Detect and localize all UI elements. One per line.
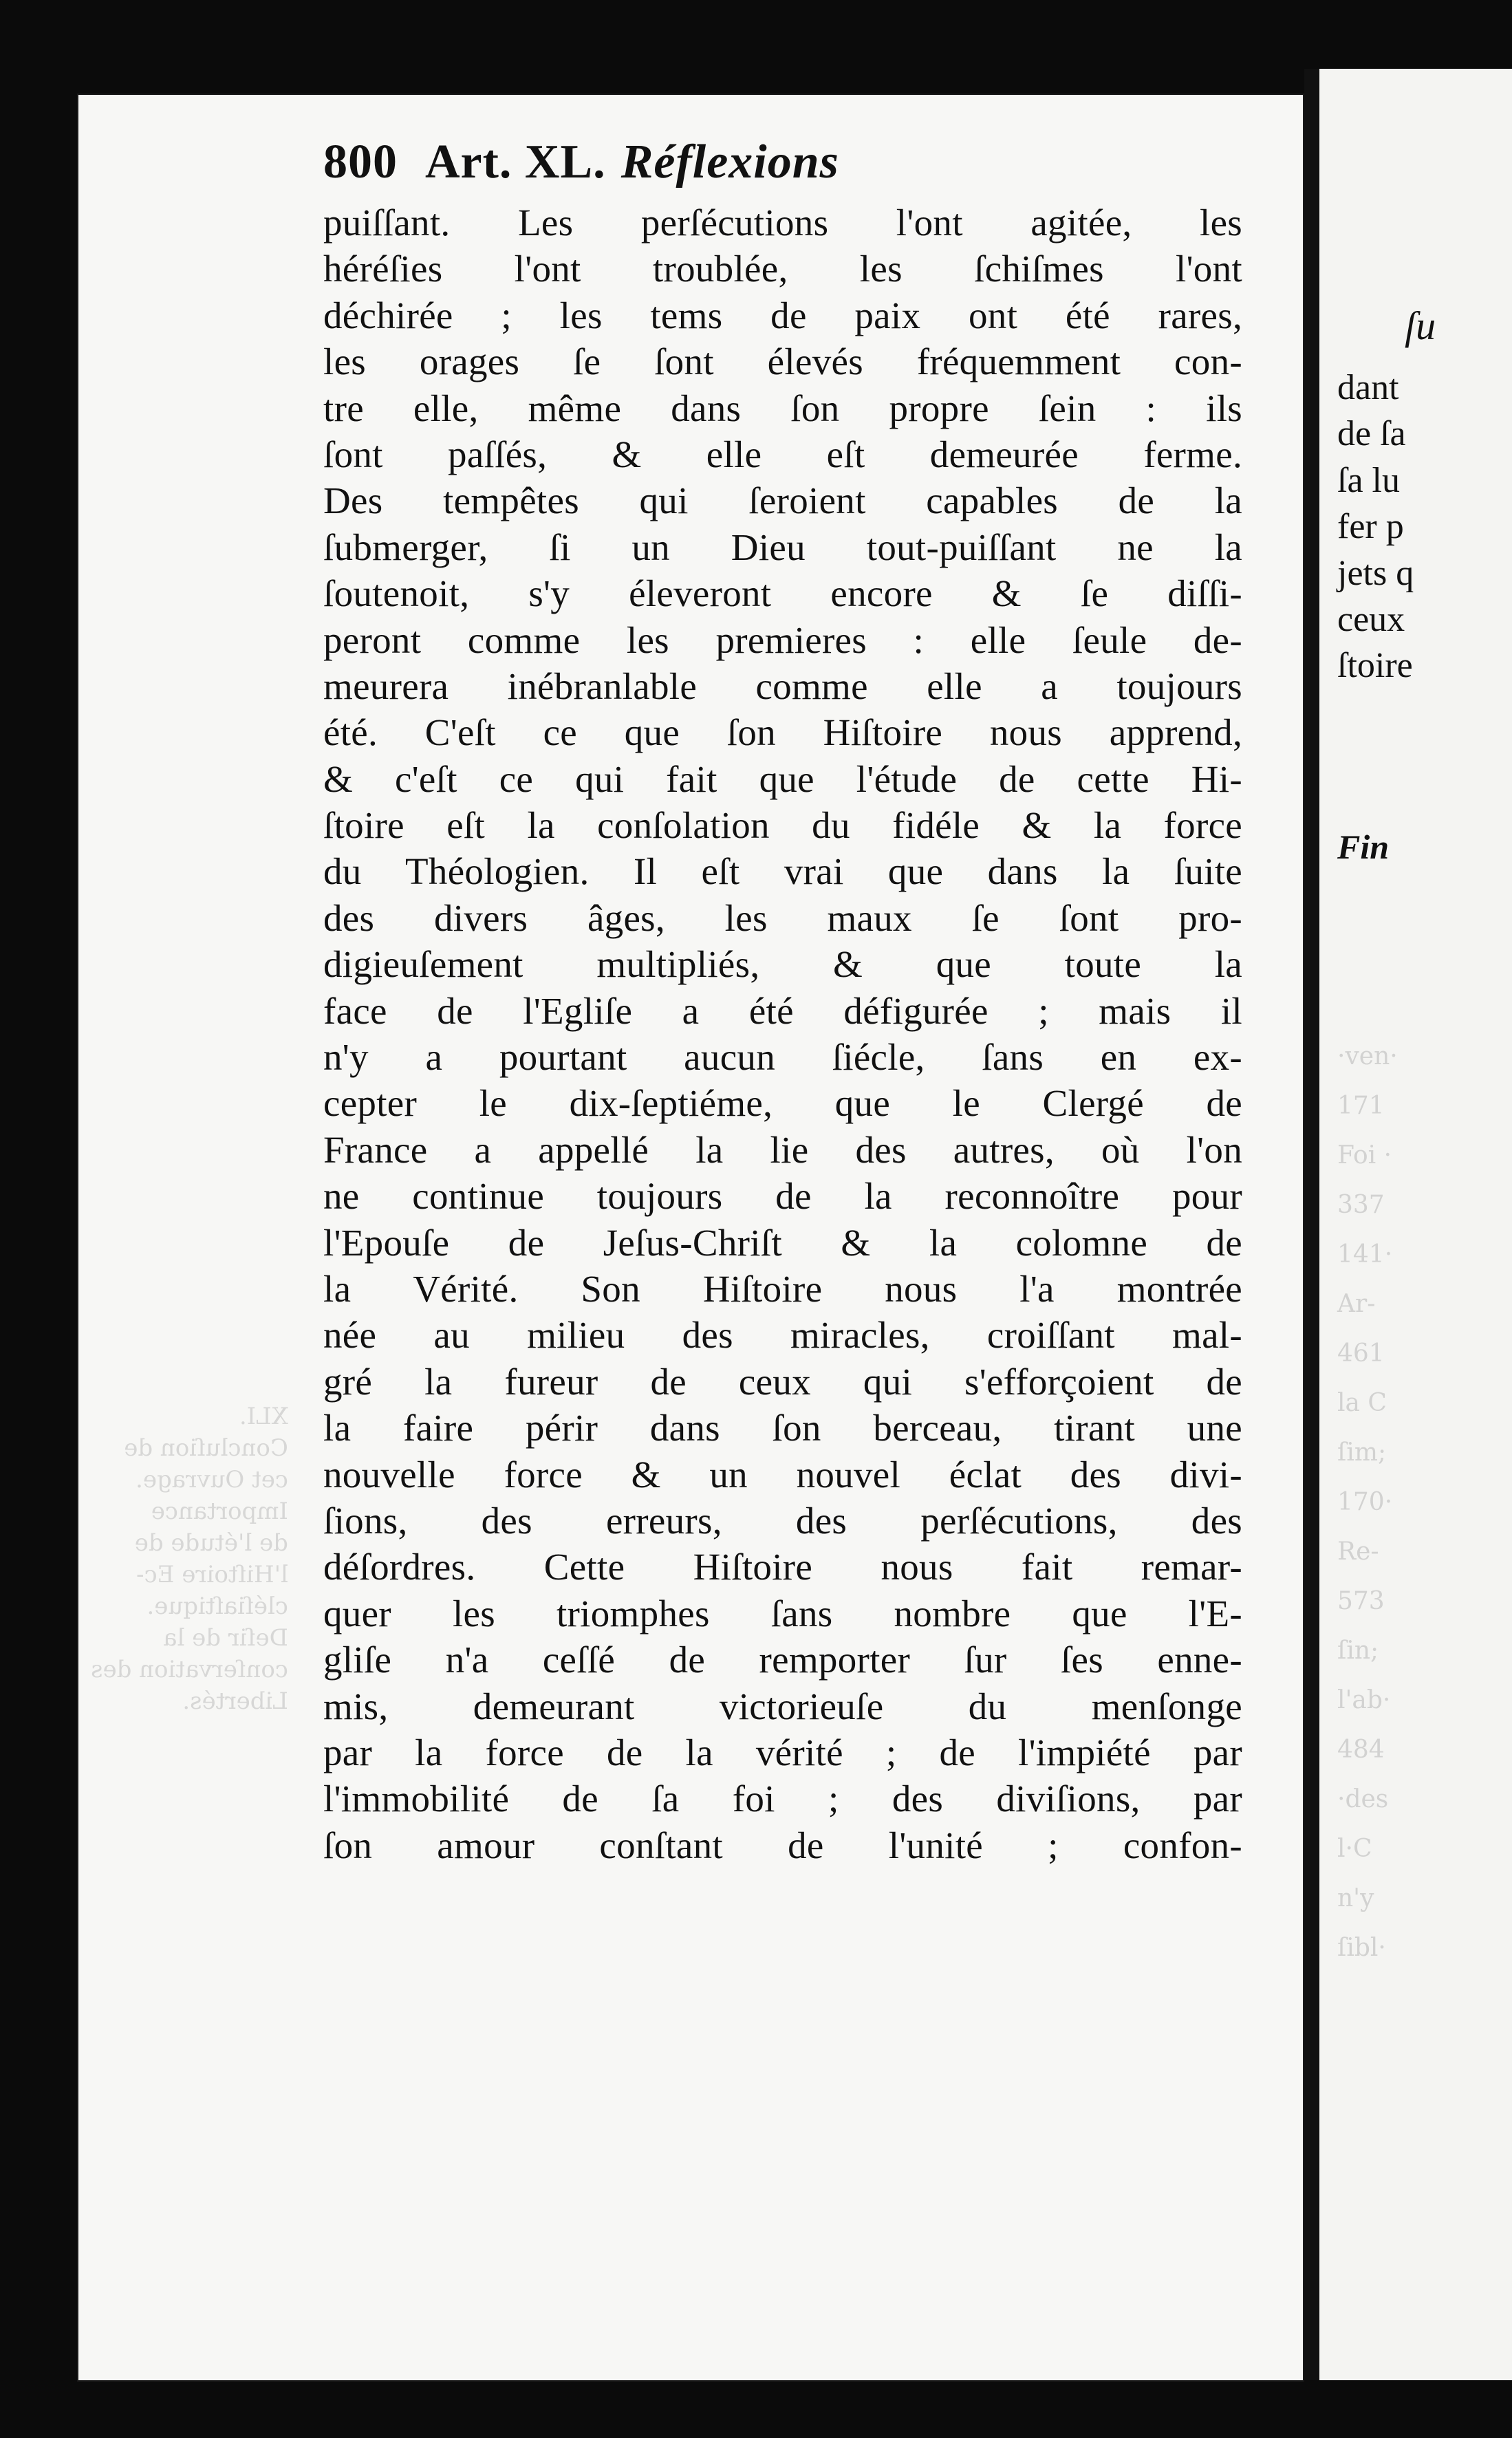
right-running-head: ſu	[1405, 303, 1436, 348]
body-line: ſtoire eſt la conſolation du fidéle & la force	[323, 804, 1242, 847]
right-faint-line: 170·	[1337, 1488, 1393, 1516]
body-line: Des tempêtes qui ſeroient capables de la	[323, 479, 1242, 522]
body-line: la faire périr dans ſon berceau, tirant une	[323, 1407, 1242, 1449]
right-page-line: ſa lu	[1337, 460, 1400, 500]
body-line: héréſies l'ont troublée, les ſchiſmes l'ont	[323, 248, 1242, 290]
body-line: des divers âges, les maux ſe ſont pro-	[323, 896, 1242, 939]
right-page-edge	[1304, 69, 1512, 2380]
running-head-title: Réflexions	[620, 136, 839, 188]
right-page-line: jets q	[1337, 553, 1414, 593]
bleed-through-line: Deſir de la	[163, 1624, 288, 1652]
right-page-line: ceux	[1337, 599, 1405, 639]
right-faint-line: 337	[1337, 1191, 1385, 1219]
right-faint-line: Ar-	[1337, 1290, 1376, 1318]
bleed-through-line: Libertés.	[182, 1687, 288, 1715]
body-line: les orages ſe ſont élevés fréquemment con-	[323, 341, 1242, 383]
right-page-line: dant	[1337, 368, 1399, 407]
right-faint-line: 573	[1337, 1587, 1385, 1615]
body-text	[323, 199, 1242, 1868]
body-line: déſordres. Cette Hiſtoire nous fait remar-	[323, 1546, 1242, 1588]
right-page-line: fer p	[1337, 507, 1404, 547]
page-number: 800	[323, 136, 398, 188]
right-faint-line: 484	[1337, 1736, 1385, 1764]
right-faint-line: 461	[1337, 1339, 1385, 1368]
body-line: l'Epouſe de Jeſus-Chriſt & la colomne de	[323, 1221, 1242, 1264]
body-line: digieuſement multipliés, & que toute la	[323, 943, 1242, 986]
body-line: peront comme les premieres : elle ſeule de-	[323, 618, 1242, 661]
bleed-through-line: conſervation des	[91, 1656, 288, 1683]
body-line: quer les triomphes ſans nombre que l'E-	[323, 1592, 1242, 1635]
right-page-text	[1337, 365, 1512, 689]
right-faint-line: 141·	[1337, 1240, 1393, 1269]
bleed-through-line: Importance	[151, 1498, 288, 1525]
body-line: n'y a pourtant aucun ſiécle, ſans en ex-	[323, 1036, 1242, 1079]
body-line: ſon amour conſtant de l'unité ; confon-	[323, 1824, 1242, 1866]
body-line: face de l'Egliſe a été défigurée ; mais il	[323, 989, 1242, 1032]
bleed-through-line: de l'étude de	[134, 1529, 288, 1557]
body-line: tre elle, même dans ſon propre ſein : ils	[323, 387, 1242, 429]
body-line: l'immobilité de ſa foi ; des diviſions, par	[323, 1778, 1242, 1820]
body-line: par la force de la vérité ; de l'impiété par	[323, 1731, 1242, 1773]
right-faint-line: l·C	[1337, 1835, 1372, 1863]
right-faint-line: ſibl·	[1337, 1934, 1386, 1962]
body-line: cepter le dix-ſeptiéme, que le Clergé de	[323, 1082, 1242, 1125]
body-line: du Théologien. Il eſt vrai que dans la ſuite	[323, 850, 1242, 893]
right-faint-line: ·ven·	[1337, 1042, 1398, 1070]
body-line: meurera inébranlable comme elle a toujours	[323, 665, 1242, 707]
right-faint-line: la C	[1337, 1389, 1387, 1417]
body-line: nouvelle force & un nouvel éclat des divi-	[323, 1453, 1242, 1496]
bleed-through-line: XLI.	[239, 1403, 288, 1430]
body-line: ſions, des erreurs, des perſécutions, des	[323, 1499, 1242, 1542]
right-faint-line: l'ab·	[1337, 1686, 1391, 1714]
right-page-line: de ſa	[1337, 414, 1406, 454]
body-line: ſont paſſés, & elle eſt demeurée ferme.	[323, 433, 1242, 475]
article-label: Art. XL.	[425, 136, 606, 188]
body-line: ne continue toujours de la reconnoître pour	[323, 1175, 1242, 1218]
body-line: déchirée ; les tems de paix ont été rares,	[323, 294, 1242, 336]
right-faint-line: Re-	[1337, 1538, 1379, 1566]
right-page-line: ſtoire	[1337, 646, 1413, 686]
body-line: & c'eſt ce qui fait que l'étude de cette Hi-	[323, 757, 1242, 800]
right-faint-line: ſin;	[1337, 1637, 1379, 1665]
body-line: ſoutenoit, s'y éleveront encore & ſe diſſi-	[323, 572, 1242, 615]
bleed-through-line: Concluſion de	[124, 1434, 288, 1462]
body-line: été. C'eſt ce que ſon Hiſtoire nous apprend,	[323, 711, 1242, 754]
body-line: gré la fureur de ceux qui s'efforçoient de	[323, 1360, 1242, 1403]
right-faint-line: n'y	[1337, 1884, 1374, 1912]
body-line: France a appellé la lie des autres, où l'on	[323, 1128, 1242, 1171]
body-line: gliſe n'a ceſſé de remporter ſur ſes enne-	[323, 1639, 1242, 1681]
right-faint-line: 171	[1337, 1092, 1385, 1120]
bleed-through-line: cet Ouvrage.	[136, 1466, 288, 1493]
right-faint-line: ·des	[1337, 1785, 1389, 1813]
right-page-faint-index	[1337, 1032, 1512, 1973]
body-line: ſubmerger, ſi un Dieu tout-puiſſant ne la	[323, 526, 1242, 568]
right-faint-line: ſim;	[1337, 1438, 1387, 1467]
body-line: la Vérité. Son Hiſtoire nous l'a montrée	[323, 1267, 1242, 1310]
right-fin-label: Fin	[1337, 828, 1390, 866]
right-faint-line: Foi ·	[1337, 1141, 1392, 1169]
body-line: puiſſant. Les perſécutions l'ont agitée, les	[323, 202, 1242, 244]
bleed-through-margin-note	[91, 1401, 288, 1717]
bleed-through-line: l'Hiſtoire Ec-	[136, 1561, 288, 1588]
running-head	[323, 135, 1242, 199]
bleed-through-line: cléſiaſtique.	[147, 1593, 288, 1620]
body-line: née au milieu des miracles, croiſſant mal-	[323, 1314, 1242, 1357]
body-line: mis, demeurant victorieuſe du menſonge	[323, 1685, 1242, 1727]
left-page-text	[323, 135, 1242, 1868]
